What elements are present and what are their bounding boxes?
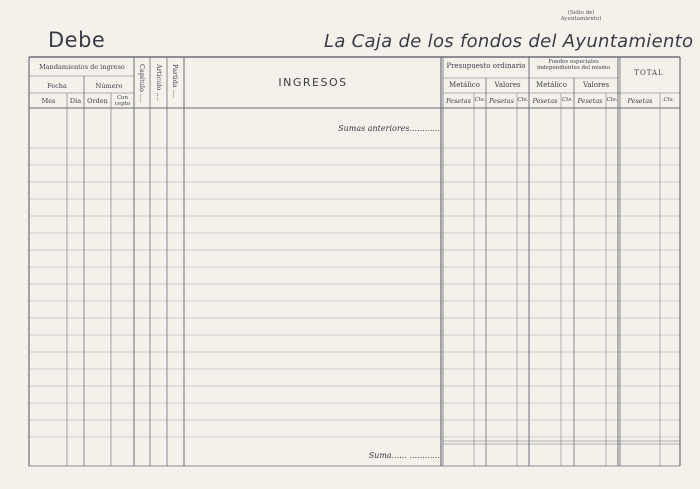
numero-header: Número bbox=[95, 82, 123, 90]
presupuesto-header: Presupuesto ordinario bbox=[446, 62, 526, 70]
pesetas-header-4: Pesetas bbox=[577, 97, 603, 105]
valores-header-1: Valores bbox=[494, 81, 521, 89]
mes-header: Mes bbox=[41, 97, 56, 105]
caja-title: La Caja de los fondos del Ayuntamiento bbox=[324, 31, 694, 52]
seal-line-2: Ayuntamiento) bbox=[560, 16, 602, 22]
cts-header-2: Cts. bbox=[517, 97, 529, 103]
capitulo-header: Capítulo .... bbox=[138, 64, 146, 103]
concepto-header bbox=[111, 95, 134, 107]
debe-title: Debe bbox=[48, 28, 106, 52]
suma-label: Suma...... ............ bbox=[368, 451, 440, 460]
articulo-header: Artículo .... bbox=[155, 64, 163, 101]
partida-header: Partida .... bbox=[171, 64, 179, 99]
mandamientos-header: Mandamientos de ingreso bbox=[39, 63, 125, 71]
cts-header-total: Cts. bbox=[663, 97, 675, 103]
sumas-anteriores-label: Sumas anteriores............ bbox=[338, 124, 440, 133]
pesetas-header-1: Pesetas bbox=[446, 97, 471, 105]
seal-line-1: (Sello del bbox=[567, 10, 595, 16]
concepto-line-1: Con bbox=[116, 95, 129, 101]
fondos-line-2: independientes del mismo bbox=[536, 65, 611, 71]
metalico-header-2: Metálico bbox=[536, 81, 567, 89]
cts-header-1: Cts. bbox=[474, 97, 486, 103]
pesetas-header-3: Pesetas bbox=[532, 97, 558, 105]
pesetas-header-2: Pesetas bbox=[489, 97, 514, 105]
seal-note bbox=[556, 10, 606, 22]
cts-header-4: Cts. bbox=[606, 97, 618, 103]
valores-header-2: Valores bbox=[582, 81, 610, 89]
total-header: TOTAL bbox=[634, 69, 664, 77]
fecha-header: Fecha bbox=[47, 82, 67, 90]
dia-header: Día bbox=[69, 97, 82, 105]
cts-header-3: Cts. bbox=[562, 97, 573, 103]
concepto-line-2: cepto bbox=[114, 101, 131, 107]
metalico-header-1: Metálico bbox=[449, 81, 480, 89]
fondos-line-1: Fondos especiales bbox=[548, 59, 599, 65]
ingresos-header: INGRESOS bbox=[278, 76, 348, 89]
fondos-header bbox=[529, 59, 618, 71]
pesetas-header-total: Pesetas bbox=[627, 97, 653, 105]
orden-header: Orden bbox=[87, 97, 108, 105]
